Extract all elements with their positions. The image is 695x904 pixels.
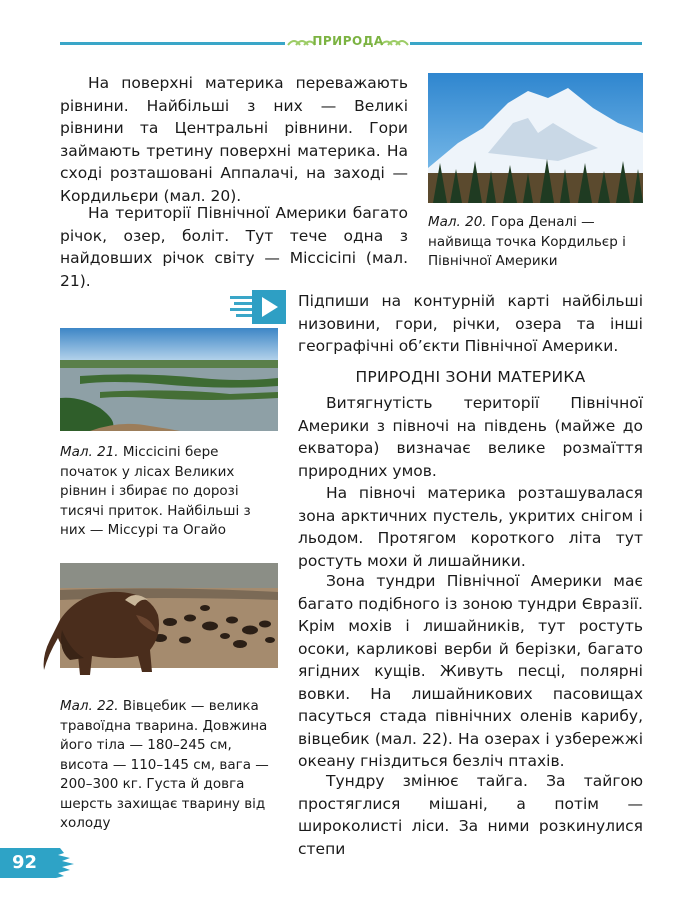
page-number: 92	[12, 852, 38, 873]
figure-21-text: Міссісіпі бере початок у лісах Великих рівнин і збирає по дорозі тисячі приток. Найбільші з них — Міссурі та Огайо	[60, 444, 251, 538]
zones-paragraph-2: На півночі материка розташувалася зона арктичних пустель, укритих снігом і льодом. Протягом короткого літа тут ростуть мохи й лишайники.	[298, 484, 643, 570]
zones-paragraph-3: Зона тундри Північної Америки має багато подібного із зоною тундри Євразії. Крім мохів і лишайників, тут ростуть осоки, карликові верби й берізки, багато ягідних кущів. Живуть песці, полярні вовки. На лишайникових пасовищах пасуться стада північних оленів карибу, вівцебик (мал. 22). На озерах і узбережжі океану гніздиться безліч птахів.	[298, 572, 643, 770]
figure-21-label: Мал. 21.	[60, 444, 119, 460]
mississippi-photo	[60, 328, 278, 431]
zones-paragraph-1: Витягнутість території Північної Америки з півночі на південь (майже до екватора) визначає велике розмаїття природних умов.	[298, 394, 643, 480]
section-header-title: ПРИРОДА	[312, 34, 384, 48]
intro-paragraph-2: На території Північної Америки багато річок, озер, боліт. Тут тече одна з найдовших річок світу — Міссісіпі (мал. 21).	[60, 204, 408, 290]
figure-20-text: Гора Деналі — найвища точка Кордильєр і Північної Америки	[428, 214, 626, 269]
page-number-badge	[0, 848, 78, 878]
figure-22-label: Мал. 22.	[60, 698, 119, 714]
denali-photo	[428, 73, 643, 203]
figure-21-caption	[60, 443, 280, 541]
muskox-photo	[40, 560, 278, 690]
figure-22-caption	[60, 697, 280, 834]
figure-20-label: Мал. 20.	[428, 214, 487, 230]
figure-20-caption	[428, 213, 638, 272]
section-heading: ПРИРОДНІ ЗОНИ МАТЕРИКА	[355, 368, 586, 386]
arrow-play-icon	[230, 290, 286, 324]
header-rule-left	[60, 42, 285, 45]
task-text: Підпиши на контурній карті найбільші низовини, гори, річки, озера та інші географічні об’єкти Північної Америки.	[298, 292, 643, 355]
figure-22-text: Вівцебик — велика травоїдна тварина. Довжина його тіла — 180–245 см, висота — 110–145 см, вага — 200–300 кг. Густа й довга шерсть захищає тварину від холоду	[60, 698, 269, 831]
intro-paragraph-1: На поверхні материка переважають рівнини. Найбільші з них — Великі рівнини та Центральні рівнини. Гори займають третину поверхні материка. На сході розташовані Аппалачі, на заході — Кордильєри (мал. 20).	[60, 74, 408, 205]
zones-paragraph-4: Тундру змінює тайга. За тайгою простяглися мішані, а потім — широколисті ліси. За ними розкинулися степи	[298, 772, 643, 858]
header-rule-right	[410, 42, 642, 45]
